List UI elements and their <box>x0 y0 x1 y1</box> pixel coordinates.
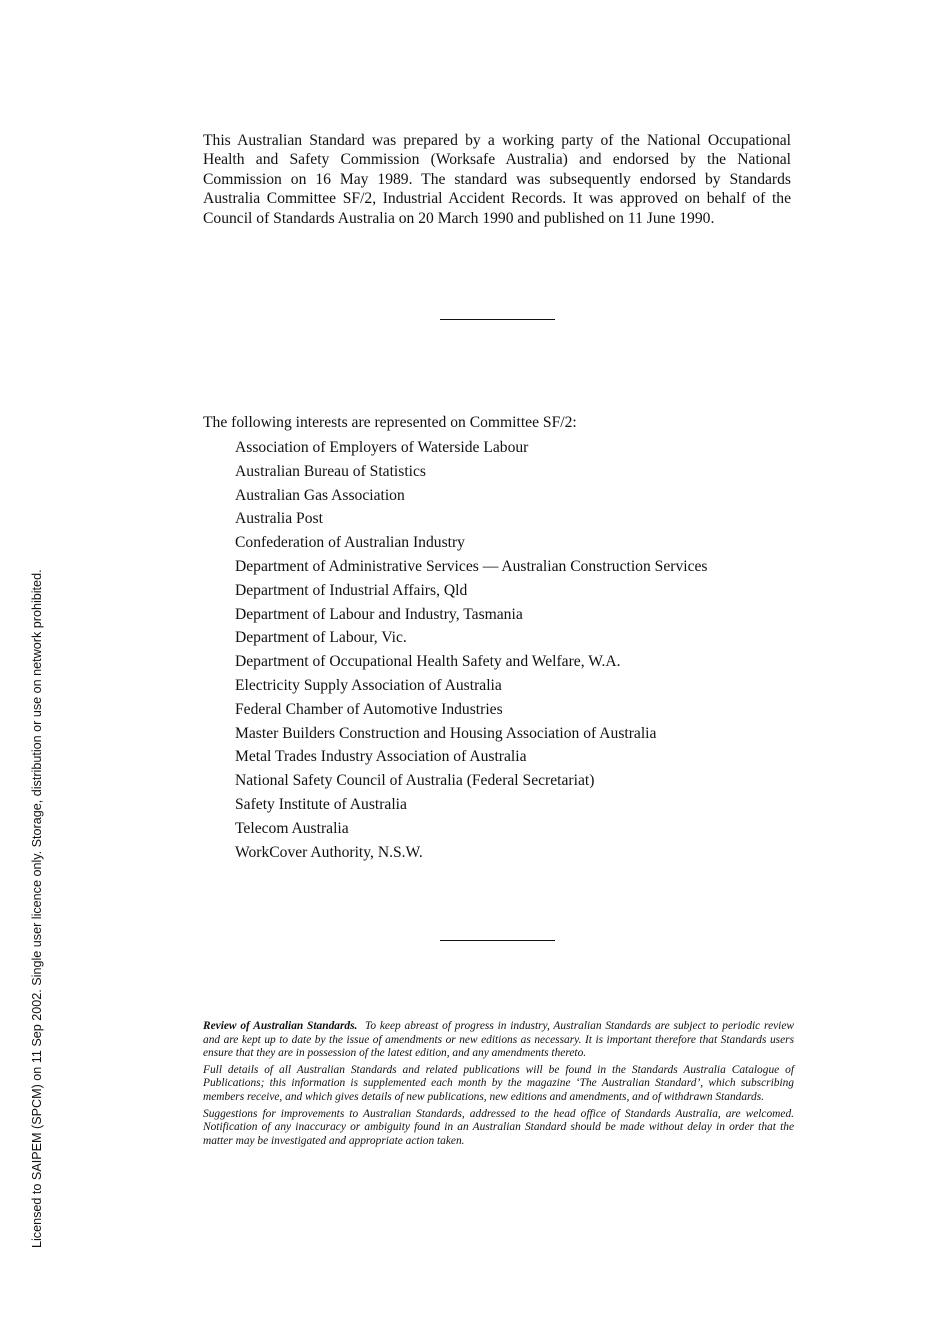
committee-member: Department of Administrative Services — Australian Construction Services <box>235 557 708 575</box>
committee-member: Department of Industrial Affairs, Qld <box>235 581 468 599</box>
committee-member: Australia Post <box>235 510 323 528</box>
committee-member: Master Builders Construction and Housing Association of Australia <box>235 724 657 742</box>
committee-member: Confederation of Australian Industry <box>235 534 465 552</box>
committee-section <box>203 412 803 864</box>
committee-member: Australian Bureau of Statistics <box>235 462 426 480</box>
committee-member: Department of Occupational Health Safety and Welfare, W.A. <box>235 653 621 671</box>
intro-paragraph: This Australian Standard was prepared by a working party of the National Occupational Health and Safety Commission (Worksafe Australia) and endorsed by the National Commission on 16 May 1989. The standard was subsequently endorsed by Standards Australia Committee SF/2, Industrial Accident Records. It was approved on behalf of the Council of Standards Australia on 20 March 1990 and published on 11 June 1990. <box>203 132 791 227</box>
committee-member: National Safety Council of Australia (Federal Secretariat) <box>235 772 595 790</box>
section-divider-top <box>440 319 555 320</box>
suggestions-note: Suggestions for improvements to Australian Standards, addressed to the head office of Standards Australia, are welcomed. Notification of any inaccuracy or ambiguity found in an Australian Standard should be made without delay in order that the matter may be investigated and appropriate action taken. <box>203 1107 794 1147</box>
committee-member: Association of Employers of Waterside Labour <box>235 439 529 456</box>
committee-member: Safety Institute of Australia <box>235 795 407 813</box>
committee-member: WorkCover Authority, N.S.W. <box>235 843 423 861</box>
license-watermark: Licensed to SAIPEM (SPCM) on 11 Sep 2002. Single user licence only. Storage, distribution or use on network prohibited. <box>30 569 44 1248</box>
committee-member: Electricity Supply Association of Australia <box>235 676 502 694</box>
committee-heading: The following interests are represented on Committee SF/2: <box>203 414 577 431</box>
review-note-title: Review of Australian Standards. <box>203 1020 358 1032</box>
section-divider-bottom <box>440 940 555 941</box>
committee-member: Telecom Australia <box>235 819 349 837</box>
committee-member-list <box>235 436 803 864</box>
committee-member: Metal Trades Industry Association of Australia <box>235 748 527 766</box>
standards-notes <box>203 1020 794 1151</box>
review-note-text: To keep abreast of progress in industry, Australian Standards are subject to periodic review and are kept up to date by the issue of amendments or new editions as necessary. It is important therefore that Standards users ensure that they are in possession of the latest edition, and any amendments thereto. <box>203 1020 794 1060</box>
committee-member: Department of Labour, Vic. <box>235 629 407 647</box>
catalogue-note: Full details of all Australian Standards and related publications will be found in the Standards Australia Catalogue of Publications; this information is supplemented each month by the magazine ‘The Australian Standard’, which subscribing members receive, and which gives details of new publications, new editions and amendments, and of withdrawn Standards. <box>203 1063 794 1103</box>
committee-member: Federal Chamber of Automotive Industries <box>235 700 503 718</box>
review-note <box>203 1020 794 1061</box>
committee-member: Department of Labour and Industry, Tasmania <box>235 605 523 623</box>
committee-member: Australian Gas Association <box>235 486 405 504</box>
